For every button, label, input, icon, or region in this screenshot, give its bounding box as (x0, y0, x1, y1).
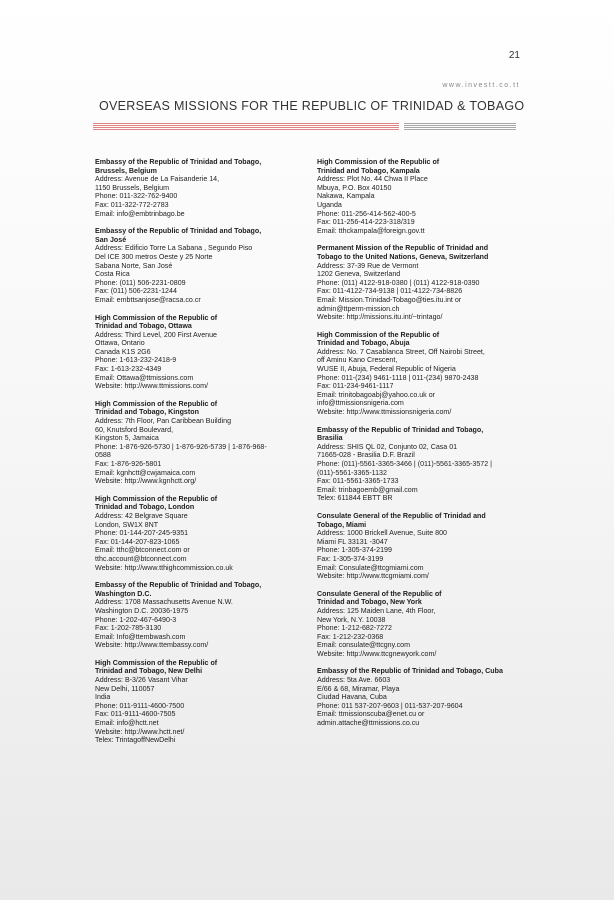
mission-detail: Address: 125 Maiden Lane, 4th Floor, (317, 606, 436, 615)
mission-detail: Kingston 5, Jamaica (95, 434, 159, 443)
mission-entry (317, 590, 517, 659)
mission-title: Trinidad and Tobago, Abuja (317, 339, 410, 348)
mission-detail: Del ICE 300 metros Oeste y 25 Norte (95, 252, 213, 261)
mission-title: Permanent Mission of the Republic of Trinidad and (317, 244, 489, 253)
mission-detail: Phone: (011)-5561-3365-3466 | (011)-5561-3365-3572 | (317, 460, 492, 468)
mission-title: High Commission of the Republic of (95, 313, 218, 322)
mission-detail: Address: 1000 Brickell Avenue, Suite 800 (317, 529, 448, 538)
mission-title: Trinidad and Tobago, New York (317, 598, 422, 607)
mission-entry (317, 158, 517, 235)
mission-detail: Email: kgnhctt@cwjamaica.com (95, 468, 196, 477)
mission-detail: London, SW1X 8NT (95, 520, 159, 529)
mission-detail: Email: Mission.Trinidad-Tobago@ties.itu.int or (317, 295, 462, 304)
mission-detail: Canada K1S 2G6 (95, 347, 151, 356)
mission-detail: Website: http://www.ttmissions.com/ (95, 382, 209, 391)
mission-detail: Email: info@embtrinbago.be (95, 209, 185, 218)
mission-title: Embassy of the Republic of Trinidad and Tobago, (95, 581, 262, 590)
mission-detail: Fax: 1-876-926-5801 (95, 460, 162, 468)
mission-entry (317, 244, 517, 321)
mission-detail: Mbuya, P.O. Box 40150 (317, 183, 392, 192)
mission-detail: Telex: TrintagoffNewDelhi (95, 736, 176, 745)
mission-detail: Phone: 1-876-926-5730 | 1-876-926-5739 | 1-876-968- (95, 442, 267, 451)
right-column (317, 158, 517, 737)
mission-detail: 1150 Brussels, Belgium (95, 183, 169, 192)
mission-detail: Phone: 1-305-374-2199 (317, 546, 392, 555)
mission-detail: 60, Knutsford Boulevard, (95, 425, 174, 434)
mission-title: Trinidad and Tobago, New Delhi (95, 667, 203, 676)
mission-detail: New York, N.Y. 10038 (317, 615, 386, 624)
mission-title: Embassy of the Republic of Trinidad and Tobago, (95, 227, 262, 236)
mission-title: Trinidad and Tobago, Kingston (95, 408, 199, 417)
mission-detail: Address: 7th Floor, Pan Caribbean Building (95, 417, 232, 426)
mission-detail: tthc.account@btconnect.com (95, 554, 187, 563)
mission-title: Brasilia (317, 434, 343, 443)
mission-detail: Address: 42 Belgrave Square (95, 511, 188, 520)
mission-detail: Email: ttmissionscuba@enet.cu or (317, 710, 425, 719)
mission-detail: Costa Rica (95, 270, 130, 279)
mission-detail: WUSE II, Abuja, Federal Republic of Nigeria (317, 365, 456, 374)
mission-entry (317, 512, 517, 581)
mission-detail: Phone: 011-(234) 9461-1118 | 011-(234) 9870-2438 (317, 373, 479, 382)
mission-title: High Commission of the Republic of (95, 494, 218, 503)
mission-detail: Email: trinbagoemb@gmail.com (317, 485, 418, 494)
mission-title: Washington D.C. (95, 589, 152, 598)
mission-detail: Address: 5ta Ave. 6603 (317, 676, 391, 685)
mission-detail: off Aminu Kano Crescent, (317, 356, 398, 365)
mission-detail: Phone: 1-613-232-2418-9 (95, 356, 177, 365)
mission-detail: admin@ttperm-mission.ch (317, 304, 400, 313)
site-url: www.investt.co.tt (442, 82, 520, 89)
mission-entry (317, 426, 517, 503)
mission-detail: Email: Consulate@ttcgmiami.com (317, 563, 424, 572)
mission-detail: Fax: 01-144-207-823-1065 (95, 537, 180, 546)
mission-title: Embassy of the Republic of Trinidad and Tobago, (95, 158, 262, 166)
mission-detail: 0588 (95, 451, 111, 460)
mission-title: High Commission of the Republic of (317, 330, 440, 339)
mission-detail: Address: SHIS QL 02, Conjunto 02, Casa 01 (317, 442, 458, 451)
mission-detail: Website: http://www.tthighcommission.co.uk (95, 563, 233, 572)
mission-detail: admin.attache@ttmissions.co.cu (317, 719, 420, 728)
page-title: OVERSEAS MISSIONS FOR THE REPUBLIC OF TRINIDAD & TOBAGO (99, 99, 525, 113)
mission-title: High Commission of the Republic of (95, 399, 218, 408)
mission-detail: Address: 1708 Massachusetts Avenue N.W. (95, 598, 233, 607)
mission-detail: Address: Edificio Torre La Sabana , Segundo Piso (95, 244, 253, 253)
mission-detail: Email: trinitobagoabj@yahoo.co.uk or (317, 390, 436, 399)
mission-detail: Fax: 1-305-374-3199 (317, 554, 384, 563)
mission-detail: Phone: 1-202-467-6490-3 (95, 615, 177, 624)
mission-detail: Fax: 011-9111-4600-7505 (95, 710, 176, 719)
mission-detail: Fax: 011-256-414-223-318/319 (317, 218, 415, 227)
mission-detail: Website: http://www.ttmissionsnigeria.com/ (317, 408, 452, 417)
mission-detail: Phone: 011-9111-4600-7500 (95, 701, 185, 710)
mission-entry (95, 659, 295, 745)
mission-detail: 71665-028 - Brasilia D.F. Brazil (317, 451, 415, 460)
mission-detail: Sabana Norte, San José (95, 261, 173, 270)
mission-detail: Phone: (011) 4122-918-0380 | (011) 4122-918-0390 (317, 278, 480, 287)
mission-detail: Address: No. 7 Casablanca Street, Off Nairobi Street, (317, 347, 485, 356)
mission-detail: Fax: (011) 506-2231-1244 (95, 287, 177, 296)
mission-detail: (011)-5561-3365-1132 (317, 468, 387, 477)
mission-detail: Washington D.C. 20036-1975 (95, 606, 189, 615)
mission-title: Trinidad and Tobago, Ottawa (95, 322, 192, 331)
mission-detail: Phone: 011 537-207-9603 | 011-537-207-9604 (317, 701, 463, 710)
mission-detail: Email: embttsanjose@racsa.co.cr (95, 295, 201, 304)
mission-detail: Website: http://www.ttcgmiami.com/ (317, 572, 429, 581)
mission-title: Consulate General of the Republic of (317, 589, 442, 598)
decorative-rule-red (93, 123, 399, 131)
mission-detail: Fax: 011-234-9461-1117 (317, 382, 394, 391)
mission-detail: Address: Plot No. 44 Chwa II Place (317, 175, 428, 184)
mission-detail: Email: consulate@ttcgny.com (317, 641, 411, 650)
mission-entry (95, 495, 295, 572)
mission-title: High Commission of the Republic of (95, 658, 218, 667)
mission-detail: Address: Third Level, 200 First Avenue (95, 330, 217, 339)
mission-title: Tobago to the United Nations, Geneva, Switzerland (317, 252, 489, 261)
mission-detail: Email: info@hctt.net (95, 719, 159, 728)
mission-detail: Website: http://www.kgnhctt.org/ (95, 477, 197, 486)
mission-detail: Phone: 011-322-762-9400 (95, 192, 178, 201)
mission-entry (95, 227, 295, 304)
mission-title: High Commission of the Republic of (317, 158, 440, 166)
mission-detail: Website: http://missions.itu.int/~trintago/ (317, 313, 443, 322)
mission-entry (95, 158, 295, 218)
mission-detail: Fax: 1-613-232-4349 (95, 365, 162, 374)
mission-detail: Nakawa, Kampala (317, 192, 375, 201)
mission-detail: Phone: 01-144-207-245-9351 (95, 529, 189, 538)
mission-detail: Phone: (011) 506-2231-0809 (95, 278, 186, 287)
mission-entry (95, 314, 295, 391)
mission-entry (95, 581, 295, 650)
mission-entry (317, 667, 517, 727)
mission-detail: Fax: 1-202-785-3130 (95, 624, 162, 633)
mission-detail: Email: tthckampala@foreign.gov.tt (317, 226, 425, 235)
mission-detail: Fax: 011-322-772-2783 (95, 200, 169, 209)
mission-detail: Email: Ottawa@ttmissions.com (95, 373, 194, 382)
mission-detail: Website: http://www.ttembassy.com/ (95, 641, 209, 650)
mission-detail: Address: Avenue de La Faisanderie 14, (95, 175, 220, 184)
mission-detail: Email: Info@ttembwash.com (95, 632, 186, 641)
mission-detail: Phone: 1-212-682-7272 (317, 624, 392, 633)
mission-title: Tobago, Miami (317, 520, 367, 529)
mission-title: Trinidad and Tobago, Kampala (317, 166, 420, 175)
mission-detail: Email: tthc@btconnect.com or (95, 546, 190, 555)
mission-title: Trinidad and Tobago, London (95, 503, 195, 512)
mission-detail: Website: http://www.hctt.net/ (95, 727, 185, 736)
mission-detail: India (95, 693, 111, 702)
mission-detail: Website: http://www.ttcgnewyork.com/ (317, 649, 437, 658)
decorative-rule-gray (404, 123, 516, 131)
mission-title: Consulate General of the Republic of Trinidad and (317, 511, 486, 520)
mission-detail: Ottawa, Ontario (95, 339, 145, 348)
mission-title: Embassy of the Republic of Trinidad and Tobago, Cuba (317, 667, 503, 676)
mission-detail: Address: B-3/26 Vasant Vihar (95, 676, 188, 685)
mission-title: Embassy of the Republic of Trinidad and Tobago, (317, 425, 484, 434)
mission-detail: New Delhi, 110057 (95, 684, 155, 693)
mission-detail: Phone: 011-256-414-562-400-5 (317, 209, 416, 218)
mission-detail: 1202 Geneva, Switzerland (317, 270, 401, 279)
mission-detail: Fax: 011-5561-3365-1733 (317, 477, 399, 486)
mission-entry (95, 400, 295, 486)
mission-detail: info@ttmissionsnigeria.com (317, 399, 404, 408)
mission-detail: Address: 37-39 Rue de Vermont (317, 261, 419, 270)
left-column (95, 158, 295, 754)
mission-detail: Miami FL 33131 -3047 (317, 537, 388, 546)
page-number: 21 (508, 50, 520, 61)
mission-title: Brussels, Belgium (95, 166, 157, 175)
mission-detail: Uganda (317, 200, 342, 209)
mission-detail: Telex: 611844 EBTT BR (317, 494, 393, 503)
mission-detail: E/66 & 68, Miramar, Playa (317, 684, 400, 693)
mission-detail: Ciudad Havana, Cuba (317, 693, 387, 702)
mission-title: San José (95, 235, 127, 244)
mission-entry (317, 331, 517, 417)
mission-detail: Fax: 1-212-232-0368 (317, 632, 384, 641)
mission-detail: Fax: 011-4122-734-9138 | 011-4122-734-8826 (317, 287, 463, 296)
